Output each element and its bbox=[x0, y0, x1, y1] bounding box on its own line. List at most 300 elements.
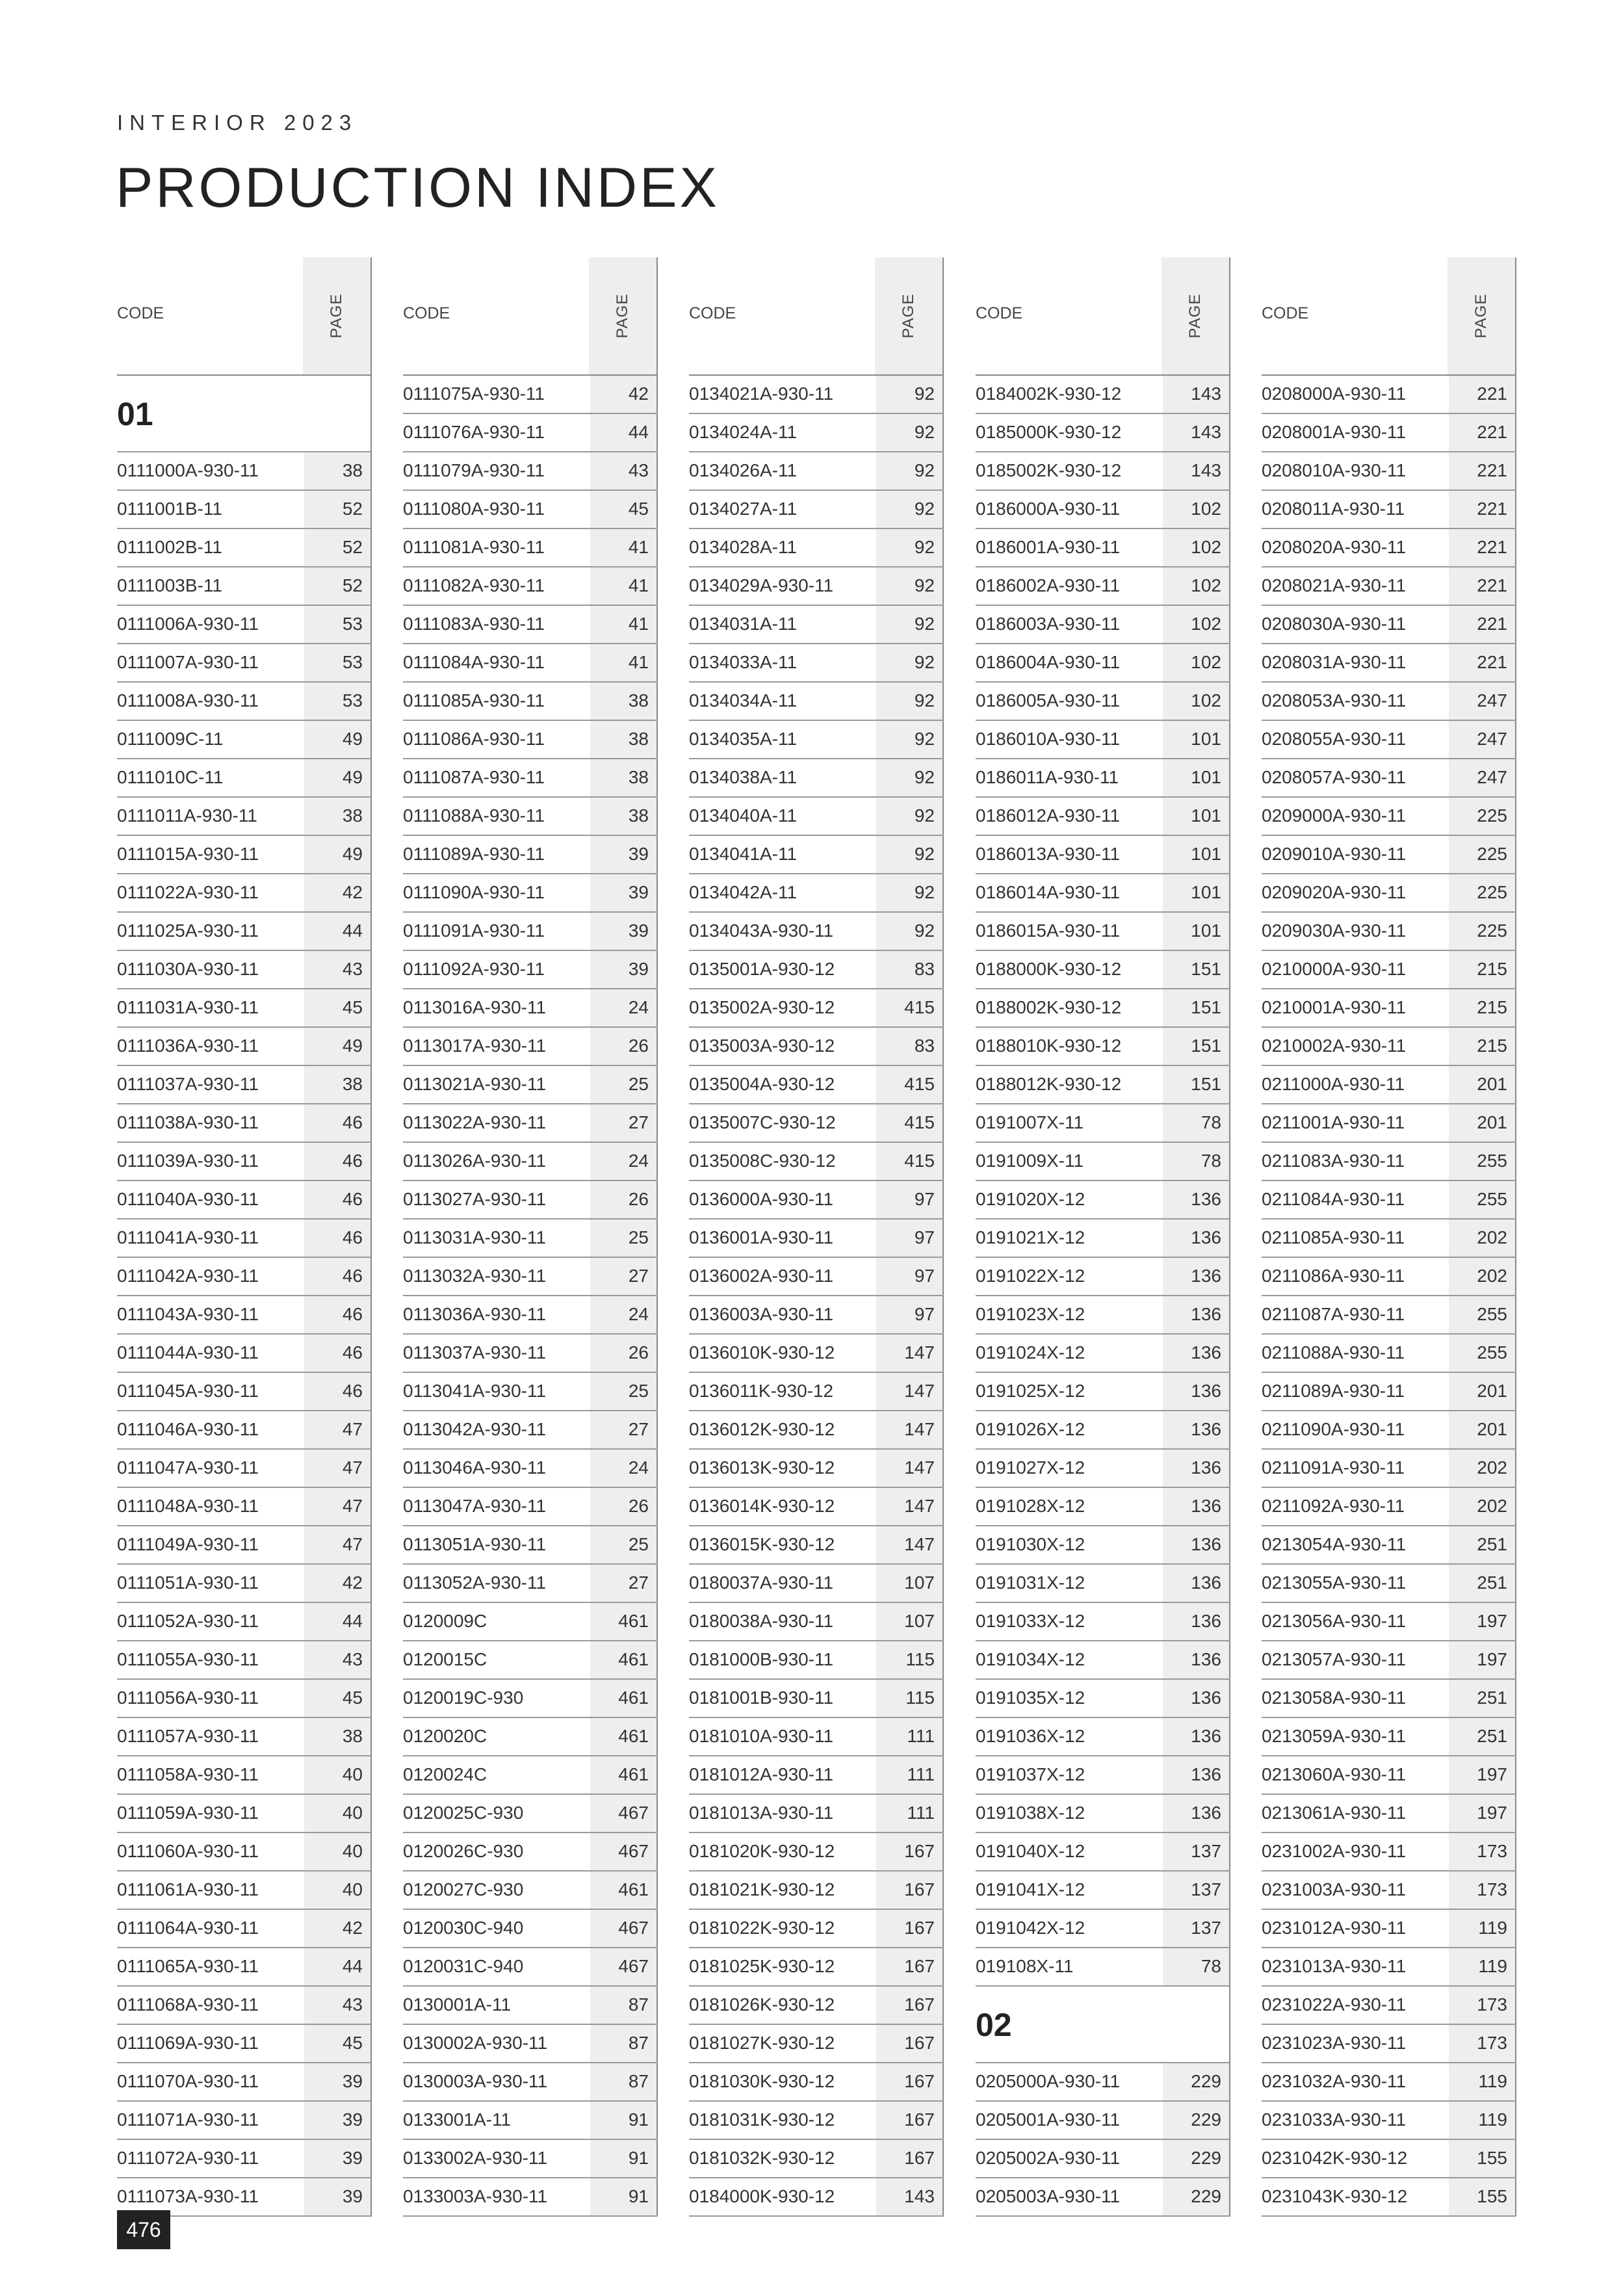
table-row bbox=[689, 1948, 944, 1987]
index-column bbox=[117, 257, 372, 2217]
page-reference: 42 bbox=[590, 376, 658, 413]
table-row bbox=[403, 2140, 658, 2178]
page-reference: 167 bbox=[876, 2063, 944, 2100]
page-reference: 201 bbox=[1449, 1066, 1516, 1103]
page-reference: 173 bbox=[1449, 1833, 1516, 1870]
page-reference: 102 bbox=[1163, 567, 1230, 605]
product-code: 0111040A-930-11 bbox=[117, 1189, 259, 1209]
table-row bbox=[117, 874, 372, 913]
table-row bbox=[689, 2140, 944, 2178]
page-header-label: PAGE bbox=[900, 293, 917, 339]
table-row bbox=[1262, 1335, 1516, 1373]
table-row bbox=[117, 1756, 372, 1795]
product-code: 0191020X-12 bbox=[976, 1189, 1085, 1209]
product-code: 0111068A-930-11 bbox=[117, 1994, 259, 2015]
page-reference: 167 bbox=[876, 2102, 944, 2139]
product-code: 0113021A-930-11 bbox=[403, 1074, 547, 1094]
product-code: 0111051A-930-11 bbox=[117, 1572, 259, 1593]
product-code: 0111046A-930-11 bbox=[117, 1419, 259, 1439]
table-row bbox=[689, 913, 944, 951]
page-reference: 40 bbox=[304, 1872, 372, 1909]
product-code: 0185002K-930-12 bbox=[976, 460, 1122, 480]
product-code: 0111030A-930-11 bbox=[117, 959, 259, 979]
table-row bbox=[689, 1987, 944, 2025]
product-code: 0111011A-930-11 bbox=[117, 805, 257, 826]
product-code: 0120009C bbox=[403, 1611, 487, 1631]
product-code: 0211091A-930-11 bbox=[1262, 1457, 1405, 1478]
table-row bbox=[403, 989, 658, 1028]
product-code: 0113052A-930-11 bbox=[403, 1572, 547, 1593]
table-row bbox=[117, 759, 372, 798]
product-code: 0113031A-930-11 bbox=[403, 1227, 547, 1247]
product-code: 0191030X-12 bbox=[976, 1534, 1085, 1554]
product-code: 0213061A-930-11 bbox=[1262, 1803, 1407, 1823]
page-reference: 415 bbox=[876, 1104, 944, 1141]
product-code: 0111002B-11 bbox=[117, 537, 222, 557]
table-row bbox=[1262, 1028, 1516, 1066]
page-header-label: PAGE bbox=[328, 293, 345, 339]
product-code: 0111060A-930-11 bbox=[117, 1841, 259, 1861]
table-row bbox=[1262, 721, 1516, 759]
table-row bbox=[117, 1948, 372, 1987]
product-code: 0134028A-11 bbox=[689, 537, 798, 557]
table-row bbox=[976, 1104, 1230, 1143]
table-row bbox=[117, 1143, 372, 1181]
product-code: 0186010A-930-11 bbox=[976, 729, 1121, 749]
page-number-badge: 476 bbox=[117, 2210, 170, 2249]
table-row bbox=[117, 836, 372, 874]
page-reference: 229 bbox=[1163, 2063, 1230, 2100]
product-code: 0205000A-930-11 bbox=[976, 2071, 1121, 2091]
page-reference: 47 bbox=[304, 1526, 372, 1563]
product-code: 0191021X-12 bbox=[976, 1227, 1085, 1247]
page-reference: 47 bbox=[304, 1488, 372, 1525]
page-reference: 167 bbox=[876, 1872, 944, 1909]
page-reference: 201 bbox=[1449, 1104, 1516, 1141]
page-reference: 136 bbox=[1163, 1526, 1230, 1563]
page-reference: 197 bbox=[1449, 1795, 1516, 1832]
table-row bbox=[976, 1411, 1230, 1450]
product-code: 0191007X-11 bbox=[976, 1112, 1084, 1132]
product-code: 0111006A-930-11 bbox=[117, 614, 259, 634]
table-row bbox=[117, 1565, 372, 1603]
product-code: 0211090A-930-11 bbox=[1262, 1419, 1405, 1439]
page-reference: 46 bbox=[304, 1296, 372, 1333]
table-row bbox=[689, 1450, 944, 1488]
table-row bbox=[1262, 1718, 1516, 1756]
product-code: 0113041A-930-11 bbox=[403, 1381, 547, 1401]
page-reference: 255 bbox=[1449, 1181, 1516, 1218]
page-reference: 46 bbox=[304, 1104, 372, 1141]
table-row bbox=[689, 1526, 944, 1565]
page-reference: 467 bbox=[590, 1910, 658, 1947]
product-code: 0186000A-930-11 bbox=[976, 499, 1121, 519]
product-code: 0111041A-930-11 bbox=[117, 1227, 259, 1247]
product-code: 0135004A-930-12 bbox=[689, 1074, 835, 1094]
table-row bbox=[117, 1488, 372, 1526]
product-code: 0191028X-12 bbox=[976, 1496, 1085, 1516]
product-code: 0210001A-930-11 bbox=[1262, 997, 1407, 1017]
table-row bbox=[117, 1220, 372, 1258]
product-code: 0186001A-930-11 bbox=[976, 537, 1121, 557]
table-row bbox=[976, 1680, 1230, 1718]
table-row bbox=[689, 1795, 944, 1833]
page-reference: 225 bbox=[1449, 798, 1516, 835]
table-row bbox=[117, 951, 372, 989]
index-column bbox=[1262, 257, 1516, 2217]
table-row bbox=[403, 1181, 658, 1220]
product-code: 0191023X-12 bbox=[976, 1304, 1085, 1324]
product-code: 0208010A-930-11 bbox=[1262, 460, 1407, 480]
table-row bbox=[689, 1833, 944, 1872]
table-row bbox=[976, 2063, 1230, 2102]
page-reference: 136 bbox=[1163, 1181, 1230, 1218]
page-reference: 202 bbox=[1449, 1450, 1516, 1487]
product-code: 0181001B-930-11 bbox=[689, 1688, 834, 1708]
product-code: 0208057A-930-11 bbox=[1262, 767, 1407, 787]
table-row bbox=[976, 1258, 1230, 1296]
product-code: 0231022A-930-11 bbox=[1262, 1994, 1407, 2015]
product-code: 0111055A-930-11 bbox=[117, 1649, 259, 1669]
page-reference: 119 bbox=[1449, 2063, 1516, 2100]
table-row bbox=[403, 2063, 658, 2102]
table-row bbox=[117, 1680, 372, 1718]
table-row bbox=[403, 1411, 658, 1450]
product-code: 0181027K-930-12 bbox=[689, 2033, 835, 2053]
product-code: 0231023A-930-11 bbox=[1262, 2033, 1407, 2053]
page-reference: 197 bbox=[1449, 1756, 1516, 1794]
page-reference: 221 bbox=[1449, 529, 1516, 566]
product-code: 0111036A-930-11 bbox=[117, 1036, 259, 1056]
product-code: 0205002A-930-11 bbox=[976, 2148, 1121, 2168]
table-row bbox=[976, 1910, 1230, 1948]
page-reference: 102 bbox=[1163, 529, 1230, 566]
page-reference: 143 bbox=[1163, 376, 1230, 413]
product-code: 0231032A-930-11 bbox=[1262, 2071, 1407, 2091]
product-code: 0113037A-930-11 bbox=[403, 1342, 547, 1363]
page-reference: 41 bbox=[590, 606, 658, 643]
page-reference: 107 bbox=[876, 1565, 944, 1602]
product-code: 0120025C-930 bbox=[403, 1803, 524, 1823]
table-row bbox=[689, 2178, 944, 2217]
page-reference: 38 bbox=[590, 798, 658, 835]
page-title: PRODUCTION INDEX bbox=[116, 157, 720, 219]
page-reference: 167 bbox=[876, 2140, 944, 2177]
product-code: 0181012A-930-11 bbox=[689, 1764, 834, 1784]
table-row bbox=[117, 2102, 372, 2140]
table-row bbox=[403, 836, 658, 874]
table-row bbox=[403, 759, 658, 798]
table-row bbox=[976, 951, 1230, 989]
product-code: 0111049A-930-11 bbox=[117, 1534, 259, 1554]
table-row bbox=[689, 376, 944, 414]
product-code: 0111022A-930-11 bbox=[117, 882, 259, 902]
table-row bbox=[689, 2063, 944, 2102]
product-code: 0111087A-930-11 bbox=[403, 767, 545, 787]
table-row bbox=[403, 1373, 658, 1411]
product-code: 0188002K-930-12 bbox=[976, 997, 1122, 1017]
page-reference: 461 bbox=[590, 1718, 658, 1755]
page-reference: 27 bbox=[590, 1411, 658, 1448]
product-code: 0210000A-930-11 bbox=[1262, 959, 1407, 979]
product-code: 0113047A-930-11 bbox=[403, 1496, 547, 1516]
table-row bbox=[976, 567, 1230, 606]
page-reference: 101 bbox=[1163, 836, 1230, 873]
product-code: 0113016A-930-11 bbox=[403, 997, 547, 1017]
page-reference: 92 bbox=[876, 644, 944, 681]
table-row bbox=[976, 376, 1230, 414]
page-reference: 38 bbox=[304, 1066, 372, 1103]
table-row bbox=[403, 1565, 658, 1603]
table-row bbox=[689, 1603, 944, 1641]
product-code: 0134026A-11 bbox=[689, 460, 798, 480]
page-reference: 49 bbox=[304, 721, 372, 758]
product-code: 0111010C-11 bbox=[117, 767, 224, 787]
product-code: 0134033A-11 bbox=[689, 652, 798, 672]
product-code: 0111056A-930-11 bbox=[117, 1688, 259, 1708]
product-code: 0181000B-930-11 bbox=[689, 1649, 834, 1669]
page-reference: 53 bbox=[304, 644, 372, 681]
table-row bbox=[976, 1181, 1230, 1220]
column-header bbox=[689, 257, 944, 376]
table-row bbox=[403, 1028, 658, 1066]
page-reference: 102 bbox=[1163, 606, 1230, 643]
page-reference: 136 bbox=[1163, 1335, 1230, 1372]
page-reference: 52 bbox=[304, 567, 372, 605]
product-code: 0111061A-930-11 bbox=[117, 1879, 259, 1899]
product-code: 0188000K-930-12 bbox=[976, 959, 1122, 979]
table-row bbox=[976, 721, 1230, 759]
page-reference: 247 bbox=[1449, 683, 1516, 720]
table-row bbox=[117, 567, 372, 606]
page-reference: 92 bbox=[876, 491, 944, 528]
page-reference: 173 bbox=[1449, 1987, 1516, 2024]
table-row bbox=[689, 721, 944, 759]
table-row bbox=[117, 1603, 372, 1641]
product-code: 0111090A-930-11 bbox=[403, 882, 545, 902]
page-reference: 47 bbox=[304, 1450, 372, 1487]
product-code: 0136010K-930-12 bbox=[689, 1342, 835, 1363]
table-row bbox=[117, 1335, 372, 1373]
product-code: 0130003A-930-11 bbox=[403, 2071, 548, 2091]
page-reference: 41 bbox=[590, 529, 658, 566]
product-code: 0111057A-930-11 bbox=[117, 1726, 259, 1746]
product-code: 0181021K-930-12 bbox=[689, 1879, 835, 1899]
page-reference: 151 bbox=[1163, 1028, 1230, 1065]
product-code: 0209030A-930-11 bbox=[1262, 920, 1407, 941]
table-row bbox=[689, 1104, 944, 1143]
page-reference: 221 bbox=[1449, 414, 1516, 451]
page-reference: 39 bbox=[304, 2140, 372, 2177]
page-reference: 225 bbox=[1449, 874, 1516, 911]
table-row bbox=[1262, 759, 1516, 798]
product-code: 0186003A-930-11 bbox=[976, 614, 1121, 634]
page-reference: 229 bbox=[1163, 2102, 1230, 2139]
product-code: 0136000A-930-11 bbox=[689, 1189, 834, 1209]
page-reference: 255 bbox=[1449, 1335, 1516, 1372]
page-reference: 40 bbox=[304, 1756, 372, 1794]
table-row bbox=[976, 491, 1230, 529]
page-reference: 136 bbox=[1163, 1296, 1230, 1333]
page-reference: 42 bbox=[304, 874, 372, 911]
page-reference: 215 bbox=[1449, 951, 1516, 988]
page-reference: 247 bbox=[1449, 721, 1516, 758]
page-reference: 101 bbox=[1163, 759, 1230, 796]
product-code: 0111052A-930-11 bbox=[117, 1611, 259, 1631]
page-reference: 119 bbox=[1449, 1910, 1516, 1947]
section-heading bbox=[117, 376, 372, 452]
page-reference: 97 bbox=[876, 1296, 944, 1333]
table-row bbox=[976, 1220, 1230, 1258]
table-row bbox=[689, 1718, 944, 1756]
table-row bbox=[689, 798, 944, 836]
product-code: 0111000A-930-11 bbox=[117, 460, 259, 480]
table-row bbox=[117, 1373, 372, 1411]
product-code: 0211001A-930-11 bbox=[1262, 1112, 1405, 1132]
product-code: 0111085A-930-11 bbox=[403, 690, 545, 711]
page-reference: 167 bbox=[876, 1987, 944, 2024]
product-code: 0186002A-930-11 bbox=[976, 575, 1121, 595]
page-reference: 461 bbox=[590, 1641, 658, 1678]
page-reference: 44 bbox=[590, 414, 658, 451]
product-code: 0111059A-930-11 bbox=[117, 1803, 259, 1823]
table-row bbox=[1262, 2025, 1516, 2063]
table-row bbox=[976, 1641, 1230, 1680]
product-code: 0208000A-930-11 bbox=[1262, 384, 1407, 404]
table-row bbox=[976, 1526, 1230, 1565]
page-reference: 78 bbox=[1163, 1948, 1230, 1985]
table-row bbox=[403, 1795, 658, 1833]
page-reference: 39 bbox=[590, 874, 658, 911]
table-row bbox=[1262, 874, 1516, 913]
product-code: 0191038X-12 bbox=[976, 1803, 1085, 1823]
product-code: 0209020A-930-11 bbox=[1262, 882, 1407, 902]
page-reference: 38 bbox=[304, 452, 372, 489]
page-reference: 78 bbox=[1163, 1143, 1230, 1180]
product-code: 0111092A-930-11 bbox=[403, 959, 545, 979]
page-reference: 197 bbox=[1449, 1603, 1516, 1640]
product-code: 0186004A-930-11 bbox=[976, 652, 1121, 672]
product-code: 0181030K-930-12 bbox=[689, 2071, 835, 2091]
product-code: 0111083A-930-11 bbox=[403, 614, 545, 634]
product-code: 0186011A-930-11 bbox=[976, 767, 1119, 787]
product-code: 0191031X-12 bbox=[976, 1572, 1085, 1593]
product-code: 0211086A-930-11 bbox=[1262, 1266, 1405, 1286]
product-code: 0231012A-930-11 bbox=[1262, 1918, 1407, 1938]
table-row bbox=[976, 2140, 1230, 2178]
product-code: 0111069A-930-11 bbox=[117, 2033, 259, 2053]
table-row bbox=[1262, 989, 1516, 1028]
table-row bbox=[117, 2025, 372, 2063]
page-reference: 111 bbox=[876, 1718, 944, 1755]
product-code: 0186013A-930-11 bbox=[976, 844, 1121, 864]
table-row bbox=[403, 2102, 658, 2140]
page-reference: 201 bbox=[1449, 1411, 1516, 1448]
product-code: 0181026K-930-12 bbox=[689, 1994, 835, 2015]
page-reference: 201 bbox=[1449, 1373, 1516, 1410]
product-code: 0113032A-930-11 bbox=[403, 1266, 547, 1286]
table-row bbox=[1262, 606, 1516, 644]
section-heading bbox=[976, 1987, 1230, 2063]
product-code: 0188010K-930-12 bbox=[976, 1036, 1122, 1056]
table-row bbox=[1262, 1450, 1516, 1488]
table-row bbox=[1262, 1872, 1516, 1910]
table-row bbox=[689, 414, 944, 452]
page-reference: 45 bbox=[304, 2025, 372, 2062]
page-reference: 147 bbox=[876, 1526, 944, 1563]
table-row bbox=[976, 1028, 1230, 1066]
page-reference: 38 bbox=[304, 1718, 372, 1755]
table-row bbox=[403, 1718, 658, 1756]
column-header bbox=[403, 257, 658, 376]
table-row bbox=[976, 529, 1230, 567]
table-row bbox=[689, 1488, 944, 1526]
product-code: 0133002A-930-11 bbox=[403, 2148, 548, 2168]
section-number: 02 bbox=[976, 2007, 1012, 2043]
page-header-label: PAGE bbox=[1472, 293, 1490, 339]
page-reference: 39 bbox=[590, 836, 658, 873]
page-reference: 53 bbox=[304, 606, 372, 643]
table-row bbox=[689, 1373, 944, 1411]
product-code: 0136012K-930-12 bbox=[689, 1419, 835, 1439]
table-row bbox=[1262, 1987, 1516, 2025]
page-reference: 202 bbox=[1449, 1488, 1516, 1525]
table-row bbox=[689, 1028, 944, 1066]
table-row bbox=[1262, 1181, 1516, 1220]
page-reference: 137 bbox=[1163, 1872, 1230, 1909]
table-row bbox=[403, 1258, 658, 1296]
table-row bbox=[117, 491, 372, 529]
product-code: 0111009C-11 bbox=[117, 729, 224, 749]
page-reference: 101 bbox=[1163, 913, 1230, 950]
page-reference: 202 bbox=[1449, 1220, 1516, 1257]
page-header-label: PAGE bbox=[614, 293, 631, 339]
product-code: 019108X-11 bbox=[976, 1956, 1074, 1976]
table-row bbox=[689, 644, 944, 683]
product-code: 0111073A-930-11 bbox=[117, 2186, 259, 2206]
table-row bbox=[689, 1258, 944, 1296]
product-code: 0191033X-12 bbox=[976, 1611, 1085, 1631]
page-reference: 136 bbox=[1163, 1450, 1230, 1487]
product-code: 0111080A-930-11 bbox=[403, 499, 545, 519]
table-row bbox=[689, 1220, 944, 1258]
table-row bbox=[689, 1181, 944, 1220]
product-code: 0180038A-930-11 bbox=[689, 1611, 834, 1631]
table-row bbox=[403, 1066, 658, 1104]
page-reference: 147 bbox=[876, 1373, 944, 1410]
catalog-kicker: INTERIOR 2023 bbox=[117, 111, 358, 135]
table-row bbox=[117, 798, 372, 836]
table-row bbox=[117, 1987, 372, 2025]
table-row bbox=[117, 1641, 372, 1680]
index-column bbox=[689, 257, 944, 2217]
table-row bbox=[976, 452, 1230, 491]
table-row bbox=[689, 1143, 944, 1181]
table-row bbox=[689, 759, 944, 798]
product-code: 0120015C bbox=[403, 1649, 487, 1669]
page-reference: 27 bbox=[590, 1104, 658, 1141]
table-row bbox=[1262, 2102, 1516, 2140]
table-row bbox=[976, 1373, 1230, 1411]
product-code: 0130001A-11 bbox=[403, 1994, 512, 2015]
table-row bbox=[1262, 683, 1516, 721]
table-row bbox=[1262, 1680, 1516, 1718]
page-reference: 136 bbox=[1163, 1680, 1230, 1717]
table-row bbox=[976, 1603, 1230, 1641]
product-code: 0231042K-930-12 bbox=[1262, 2148, 1408, 2168]
page-reference: 27 bbox=[590, 1565, 658, 1602]
table-row bbox=[403, 798, 658, 836]
